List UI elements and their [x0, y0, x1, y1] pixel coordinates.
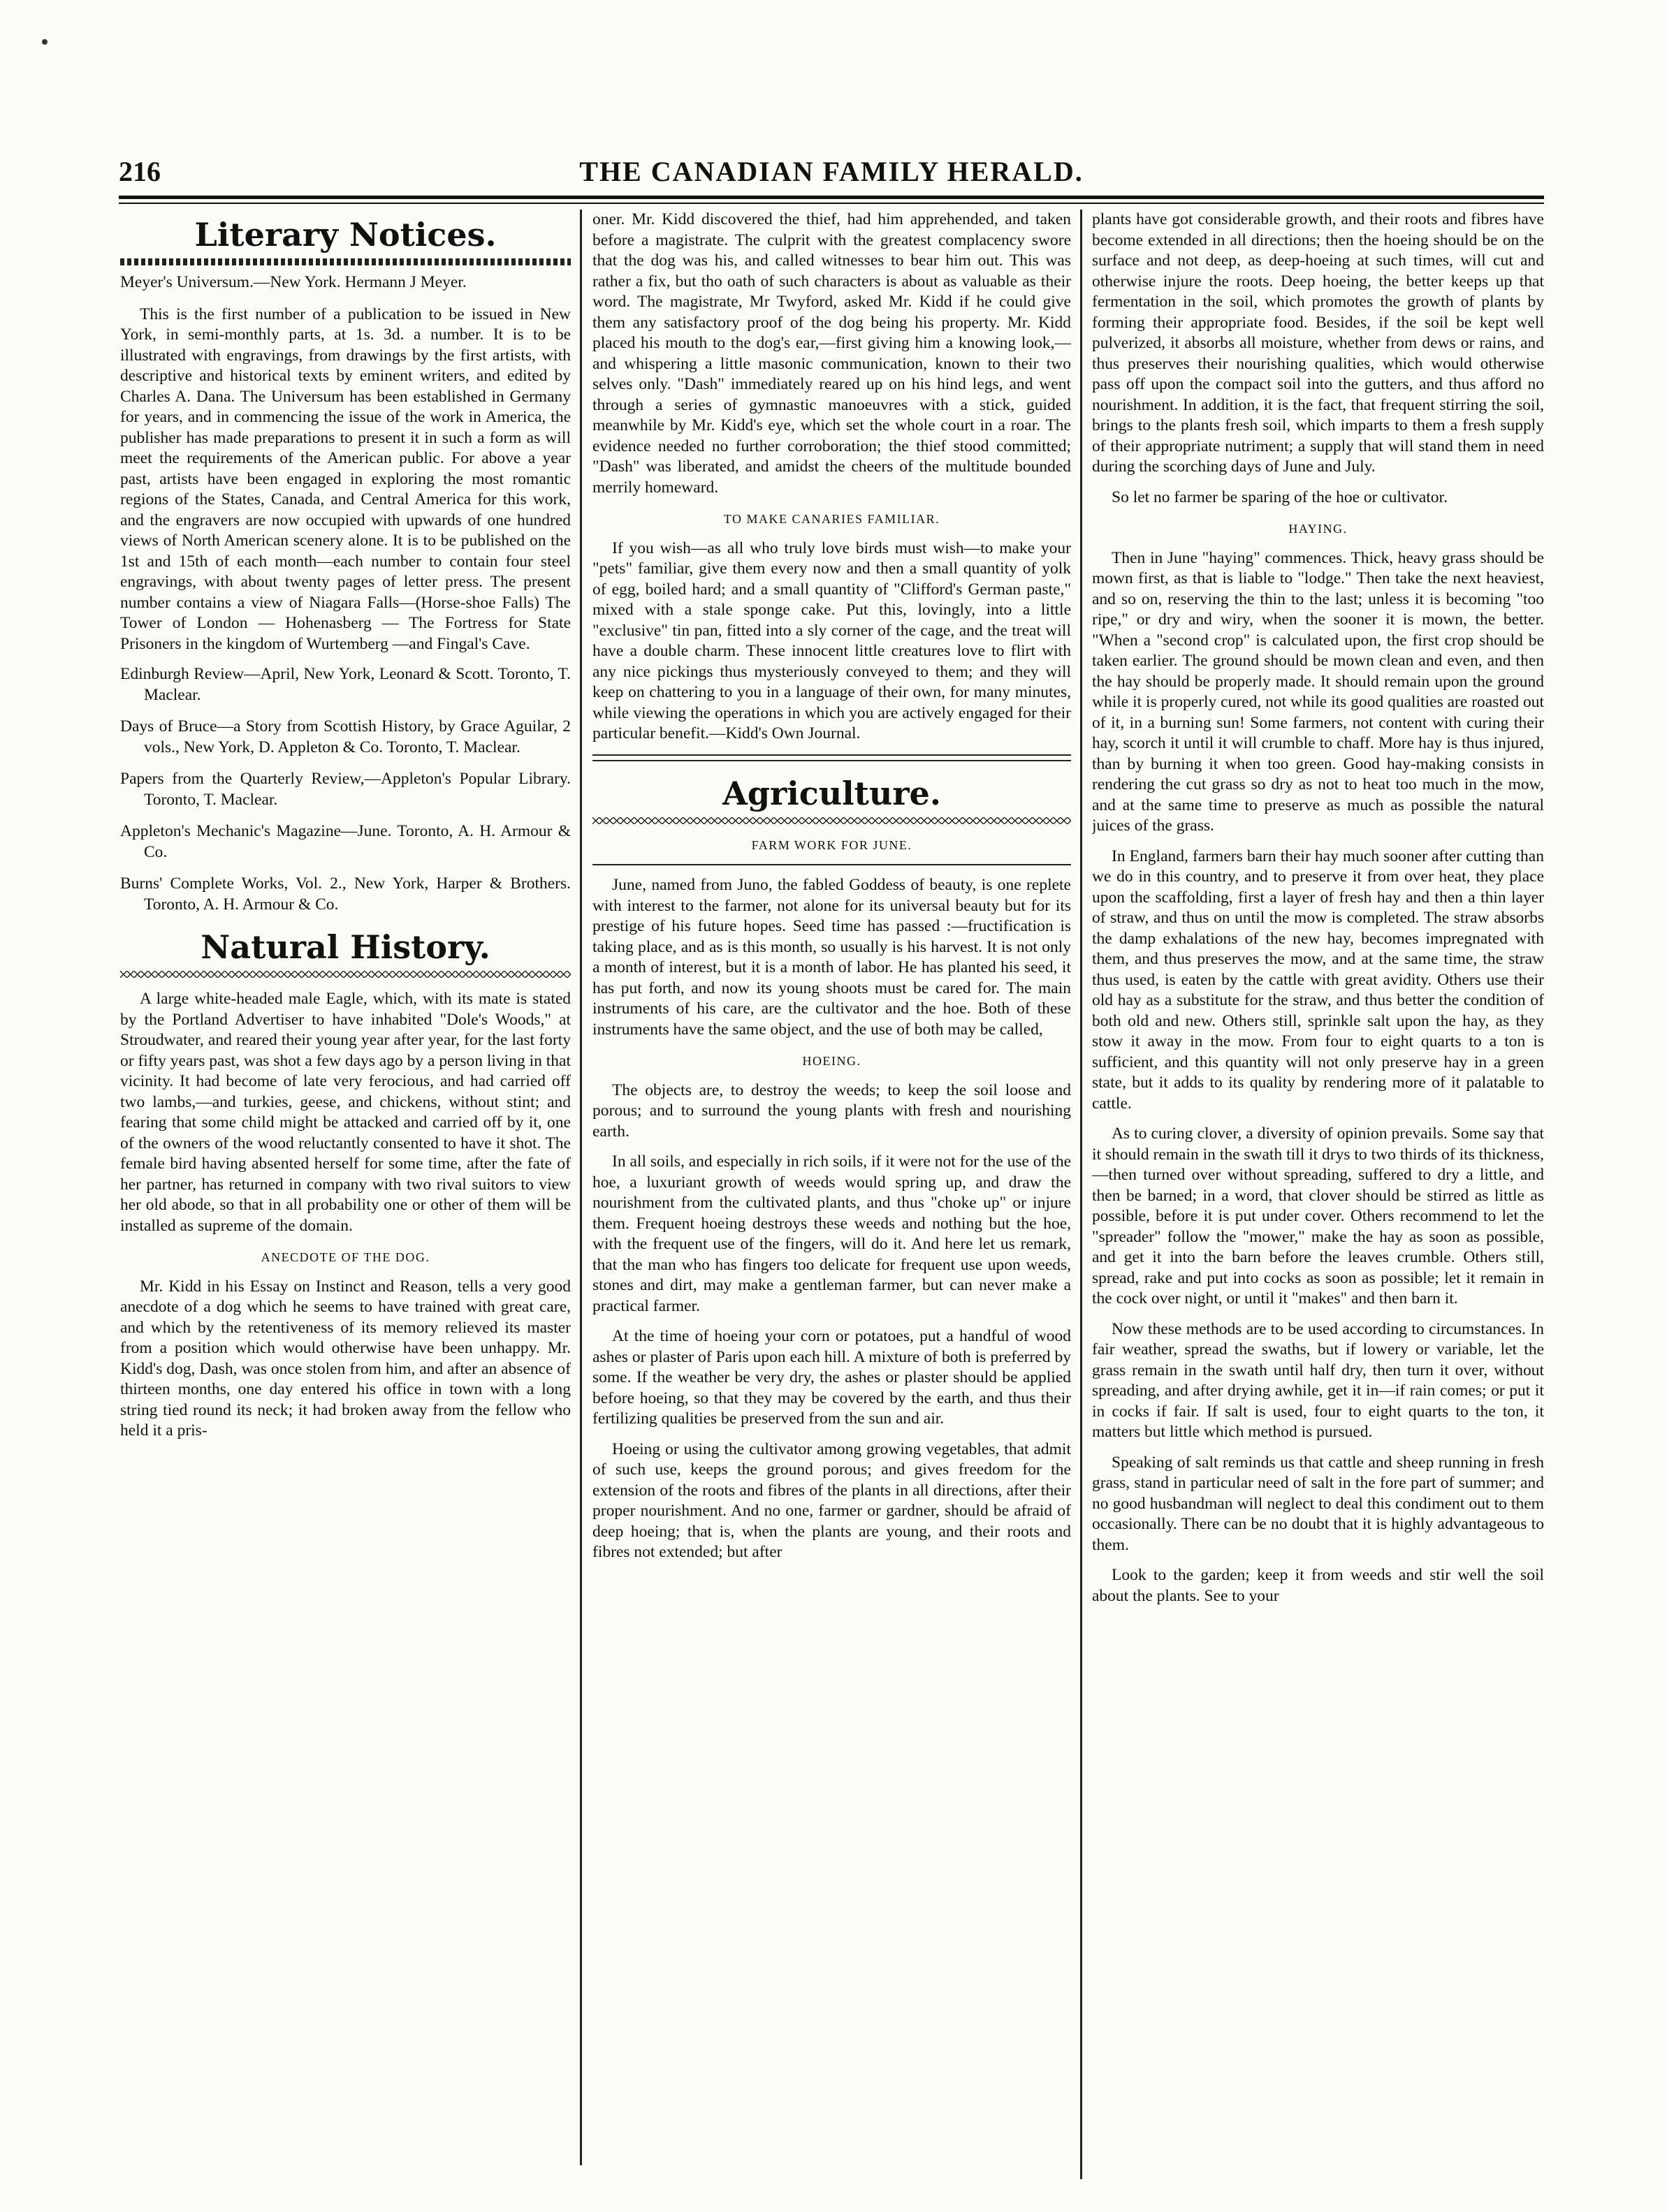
- hoeing-heading: HOEING.: [802, 1054, 861, 1068]
- canaries-heading: TO MAKE CANARIES FAMILIAR.: [723, 512, 940, 526]
- page-header: [119, 155, 1544, 191]
- haying-paragraph: As to curing clover, a diversity of opinion prevails. Some say that it should remain in the swath till it drys to two thirds of its thickness,—then turned over without spreading, suffered to dry a little, and then be barned; in a word, that clover should be stirred as little as possible, before it is put under cover. Others recommend to let the "spreader" follow the "mower," make the hay as soon as possible, and get it into the barn before the leaves crumble. Others still, spread, rake and put into cocks as soon as possible; let it remain in the cock over night, or until it "makes" and then barn it.: [1092, 1125, 1544, 1308]
- heading-rule: [120, 258, 571, 265]
- natural-history-heading: Natural History.: [201, 928, 490, 966]
- literary-notices-heading: Literary Notices.: [194, 216, 497, 254]
- farm-work-heading: FARM WORK FOR JUNE.: [751, 837, 912, 852]
- notice-burns-works: Burns' Complete Works, Vol. 2., New York, Harper & Brothers. Toronto, A. H. Armour & Co.: [120, 874, 571, 914]
- header-rule: [119, 196, 1544, 199]
- hoeing-paragraph: Hoeing or using the cultivator among growing vegetables, that admit of such use, keeps the ground porous; and gives freedom for the extension of the roots and fibres of the plants in all directions, after their proper nourishment. And no one, farmer or gardner, should be afraid of deep hoeing; that is, when the plants are young, and their roots and fibres not extended; but after: [592, 1440, 1071, 1561]
- page-number: 216: [119, 156, 161, 187]
- haying-paragraph: Speaking of salt reminds us that cattle and sheep running in fresh grass, stand in particular need of salt in the fore part of summer; and no good husbandman will neglect to deal this condiment out to them occasionally. There can be no doubt that it is highly advantageous to them.: [1092, 1453, 1544, 1554]
- haying-paragraph: Then in June "haying" commences. Thick, heavy grass should be mown first, as that is liable to "lodge." Then take the next heaviest, and so on, reserving the thin to the last; unless it is becoming "too ripe," or dry and wiry, when the sooner it is mown, the better. "When a "second crop" is calculated upon, the first crop should be taken earlier. The ground should be mown clean and even, and then the hay should be properly made. It should remain upon the ground while it is properly cured, not while its good qualities are roasted out of it, in a burning sun! Some farmers, not content with curing their hay, scorch it until it will crumble to chaff. More hay is thus injured, than by burning it when too green. Good hay-making consists in rendering the cut grass so dry as not to heat too much in the mow, and at the same time to preserve as much as possible the natural juices of the grass.: [1092, 548, 1544, 835]
- june-paragraph: June, named from Juno, the fabled Goddess of beauty, is one replete with interest to the farmer, not alone for its universal beauty but for its prestige of his future hopes. Seed time has passed :—fructification is taking place, and as is this month, so usually is his harvest. It is not only a month of interest, but it is a month of labor. He has planted his seed, it has put forth, and now its young shoots must be cared for. The main instruments of his care, are the cultivator and the hoe. Both of these instruments have the same object, and the use of both may be called,: [592, 876, 1071, 1039]
- notice-edinburgh-review: Edinburgh Review—April, New York, Leonard & Scott. Toronto, T. Maclear.: [120, 665, 571, 704]
- notice-meyers-universum: Meyer's Universum.—New York. Hermann J Meyer.: [120, 273, 467, 291]
- header-rule-thin: [119, 203, 1544, 204]
- hoeing-paragraph: The objects are, to destroy the weeds; to keep the soil loose and porous; and to surround the young plants with fresh and nourishing earth.: [592, 1081, 1071, 1141]
- sub-heading-rule: [592, 864, 1071, 865]
- paper-title: THE CANADIAN FAMILY HERALD.: [579, 156, 1084, 187]
- heading-rule: [592, 817, 1071, 824]
- notice-mechanics-magazine: Appleton's Mechanic's Magazine—June. Toronto, A. H. Armour & Co.: [120, 822, 571, 861]
- dog-anecdote-continued: oner. Mr. Kidd discovered the thief, had him apprehended, and taken before a magistrate. The culprit with the greatest complacency swore that the dog was his, and called witnesses to bear him out. This was rather a fix, but tho oath of such characters is about as valuable as their word. The magistrate, Mr Twyford, asked Mr. Kidd if he could give them any satisfactory proof of the dog being his property. Mr. Kidd placed his mouth to the dog's ear,—first giving him a knowing look,—and whispering a little masonic communication, known to their two selves only. "Dash" immediately reared up on his hind legs, and went through a series of gymnastic manoeuvres with a stick, guided meanwhile by Mr. Kidd's eye, which set the whole court in a roar. The evidence needed no further corroboration; the thief stood committed; "Dash" was liberated, and amidst the cheers of the multitude bounded merrily homeward.: [592, 210, 1071, 497]
- notice-days-of-bruce: Days of Bruce—a Story from Scottish History, by Grace Aguilar, 2 vols., New York, D. Appleton & Co. Toronto, T. Maclear.: [120, 717, 571, 756]
- haying-paragraph: Now these methods are to be used according to circumstances. In fair weather, spread the swaths, but if lowery or variable, let the grass remain in the swath until half dry, then turn it over, without spreading, and after drying awhile, get it in—if rain comes; or put it in cocks if fair. If salt is used, four to eight quarts to the ton, it matters but little which method is pursued.: [1092, 1319, 1544, 1441]
- agriculture-heading: Agriculture.: [722, 774, 941, 812]
- haying-heading: HAYING.: [1288, 522, 1348, 536]
- notice-quarterly-review: Papers from the Quarterly Review,—Appleton's Popular Library. Toronto, T. Maclear.: [120, 770, 571, 809]
- margin-dot: [42, 39, 48, 45]
- column-1: [120, 210, 571, 1970]
- hoeing-continued: plants have got considerable growth, and their roots and fibres have become extended in all directions; then the hoeing should be on the surface and not deep, as deep-hoeing at such times, will cut and otherwise injure the roots. Deep hoeing, the better keeps up that fermentation in the soil, which promotes the growth of plants by forming their appropriate food. Besides, if the soil be kept well pulverized, it absorbs all moisture, whether from dews or rains, and thus preserves their nourishing qualities, which would otherwise pass off upon the compact soil into the gutters, and thus afford no nourishment. In addition, it is the fact, that frequent stirring the soil, brings to the plants fresh soil, which imparts to them a fresh supply of their appropriate nutriment; a supply that will stand them in need during the scorching days of June and July.: [1092, 210, 1544, 476]
- column-divider: [1080, 210, 1082, 2179]
- canaries-paragraph: If you wish—as all who truly love birds must wish—to make your "pets" familiar, give them every now and then a small quantity of yolk of egg, boiled hard; and a small quantity of "Clifford's German paste," mixed with a stale sponge cake. Put this, lovingly, into a little "exclusive" tin pan, fitted into a sly corner of the cage, and the treat will have a double charm. These innocent little creatures love to flirt with any nice pickings thus mysteriously conveyed to them; and they will keep on chattering to you in a language of their own, for many minutes, while viewing the operations in which you are actively engaged for their particular benefit.—Kidd's Own Journal.: [592, 539, 1071, 742]
- anecdote-paragraph: Mr. Kidd in his Essay on Instinct and Reason, tells a very good anecdote of a dog which he seems to have trained with great care, and which by the retentiveness of its memory relieved its master from a position which would otherwise have been unhappy. Mr. Kidd's dog, Dash, was once stolen from him, and after an absence of thirteen months, one day entered his office in town with a long string tied round its neck; it had broken away from the fellow who held it a pris-: [120, 1277, 571, 1440]
- anecdote-heading: ANECDOTE OF THE DOG.: [261, 1250, 430, 1264]
- section-rule: [592, 754, 1071, 761]
- heading-rule: [120, 971, 571, 978]
- hoe-closing: So let no farmer be sparing of the hoe or cultivator.: [1112, 488, 1448, 506]
- hoeing-paragraph: At the time of hoeing your corn or potatoes, put a handful of wood ashes or plaster of Paris upon each hill. A mixture of both is preferred by some. If the weather be very dry, the ashes or plaster should be applied before hoeing, so that they may be covered by the earth, and thus their fertilizing qualities be preserved from the sun and air.: [592, 1327, 1071, 1428]
- column-divider: [580, 210, 582, 2165]
- eagle-paragraph: A large white-headed male Eagle, which, with its mate is stated by the Portland Advertiser to have inhabited "Dole's Woods," at Stroudwater, and reared their young year after year, for the last forty or fifty years past, was shot a few days ago by a person living in that vicinity. It had become of late very ferocious, and had carried off two lambs,—and turkies, geese, and chickens, without stint; and fearing that some child might be attacked and carried off by it, one of the owners of the wood reluctantly consented to have it shot. The female bird having absented herself for some time, after the fate of her partner, has returned in company with two rival suitors to view her old abode, so that in all probability one or other of them will be installed as supreme of the domain.: [120, 990, 571, 1235]
- column-3: [1092, 210, 1544, 2186]
- hoeing-paragraph: In all soils, and especially in rich soils, if it were not for the use of the hoe, a luxuriant growth of weeds would spring up, and draw the nourishment from the cultivated plants, and thus "choke up" or injure them. Frequent hoeing destroys these weeds and nothing but the hoe, with the frequent use of the fingers, will do it. And here let us remark, that the man who has fingers too delicate for frequent use upon weeds, stones and dirt, may make a gentleman farmer, but can never make a practical farmer.: [592, 1152, 1071, 1315]
- haying-paragraph: In England, farmers barn their hay much sooner after cutting than we do in this country, and to preserve it from over heat, they place upon the scaffolding, first a layer of fresh hay and then a thin layer of straw, and thus on until the mow is completed. The straw absorbs the damp exhalations of the new hay, becomes impregnated with them, and thus preserves the mow, and at the same time, the straw thus used, is eaten by the cattle with great avidity. Others use their old hay as a substitute for the straw, and thus better the condition of both old and new. Others still, sprinkle salt upon the hay, as they stow it away in the mow. From four to eight quarts to a ton is sufficient, and this quantity will not only preserve hay in a green state, but it adds to its quality by rendering more of it palatable to cattle.: [1092, 847, 1544, 1113]
- column-2: [592, 210, 1071, 2158]
- meyer-paragraph: This is the first number of a publication to be issued in New York, in semi-monthly parts, at 1s. 3d. a number. It is to be illustrated with engravings, from drawings by the first artists, with descriptive and historical texts by eminent writers, and edited by Charles A. Dana. The Universum has been established in Germany for years, and in commencing the issue of the work in America, the publisher has made preparations to present it in such a form as will meet the requirements of the American public. For above a year past, artists have been engaged in exploring the most romantic regions of the States, Canada, and Central America for this work, and the engravers are now occupied with upwards of one hundred views of North American scenery alone. It is to be published on the 1st and 15th of each month—each number to contain four steel engravings, with about twenty pages of letter press. The present number contains a view of Niagara Falls—(Horse-shoe Falls) The Tower of London — Hohenasberg — The Fortress for State Prisoners in the kingdom of Wurtemberg —and Fingal's Cave.: [120, 305, 571, 653]
- haying-paragraph: Look to the garden; keep it from weeds and stir well the soil about the plants. See to your: [1092, 1566, 1544, 1605]
